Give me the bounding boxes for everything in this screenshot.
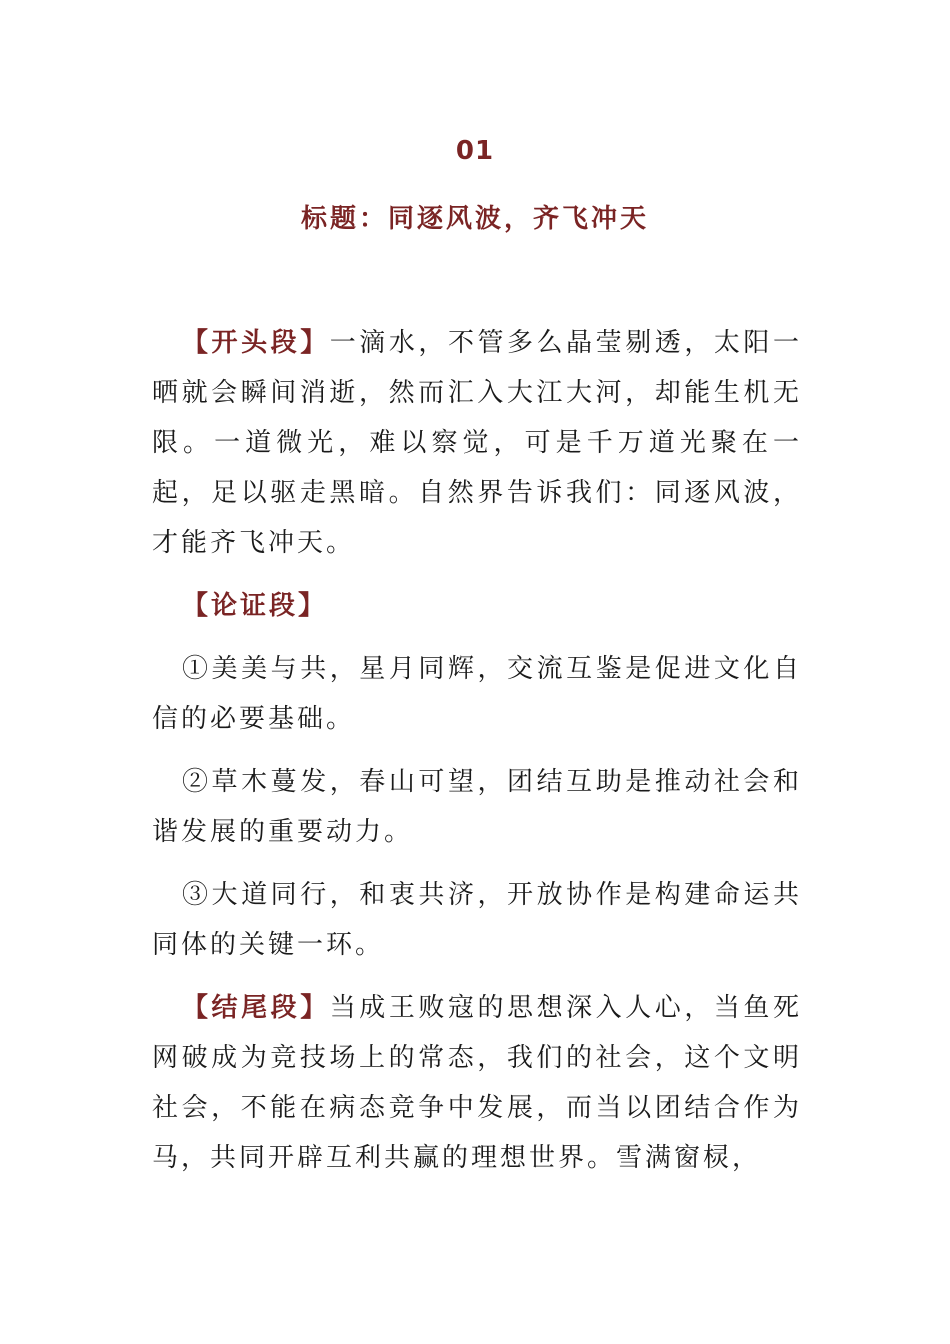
- argument-point-1: ①美美与共，星月同辉，交流互鉴是促进文化自信的必要基础。: [152, 654, 802, 734]
- argument-point-3: ③大道同行，和衷共济，开放协作是构建命运共同体的关键一环。: [152, 880, 802, 960]
- argument-heading: [152, 581, 802, 631]
- argument-point-2: ②草木蔓发，春山可望，团结互助是推动社会和谐发展的重要动力。: [152, 767, 802, 847]
- closing-label: 【结尾段】: [182, 993, 330, 1023]
- opening-paragraph: [152, 318, 802, 568]
- opening-text: 一滴水，不管多么晶莹剔透，太阳一晒就会瞬间消逝，然而汇入大江大河，却能生机无限。一道微光，难以察觉，可是千万道光聚在一起，足以驱走黑暗。自然界告诉我们：同逐风波，才能齐飞冲天。: [152, 328, 802, 558]
- argument-label: 【论证段】: [182, 591, 328, 621]
- essay-title: 标题：同逐风波，齐飞冲天: [300, 204, 649, 234]
- closing-paragraph: [152, 983, 802, 1183]
- closing-text: 当成王败寇的思想深入人心，当鱼死网破成为竞技场上的常态，我们的社会，这个文明社会，不能在病态竞争中发展，而当以团结合作为马，共同开辟互利共赢的理想世界。雪满窗棂，: [152, 993, 802, 1173]
- essay-body: [152, 318, 802, 1196]
- opening-label: 【开头段】: [182, 328, 330, 358]
- section-number: 01: [455, 136, 495, 166]
